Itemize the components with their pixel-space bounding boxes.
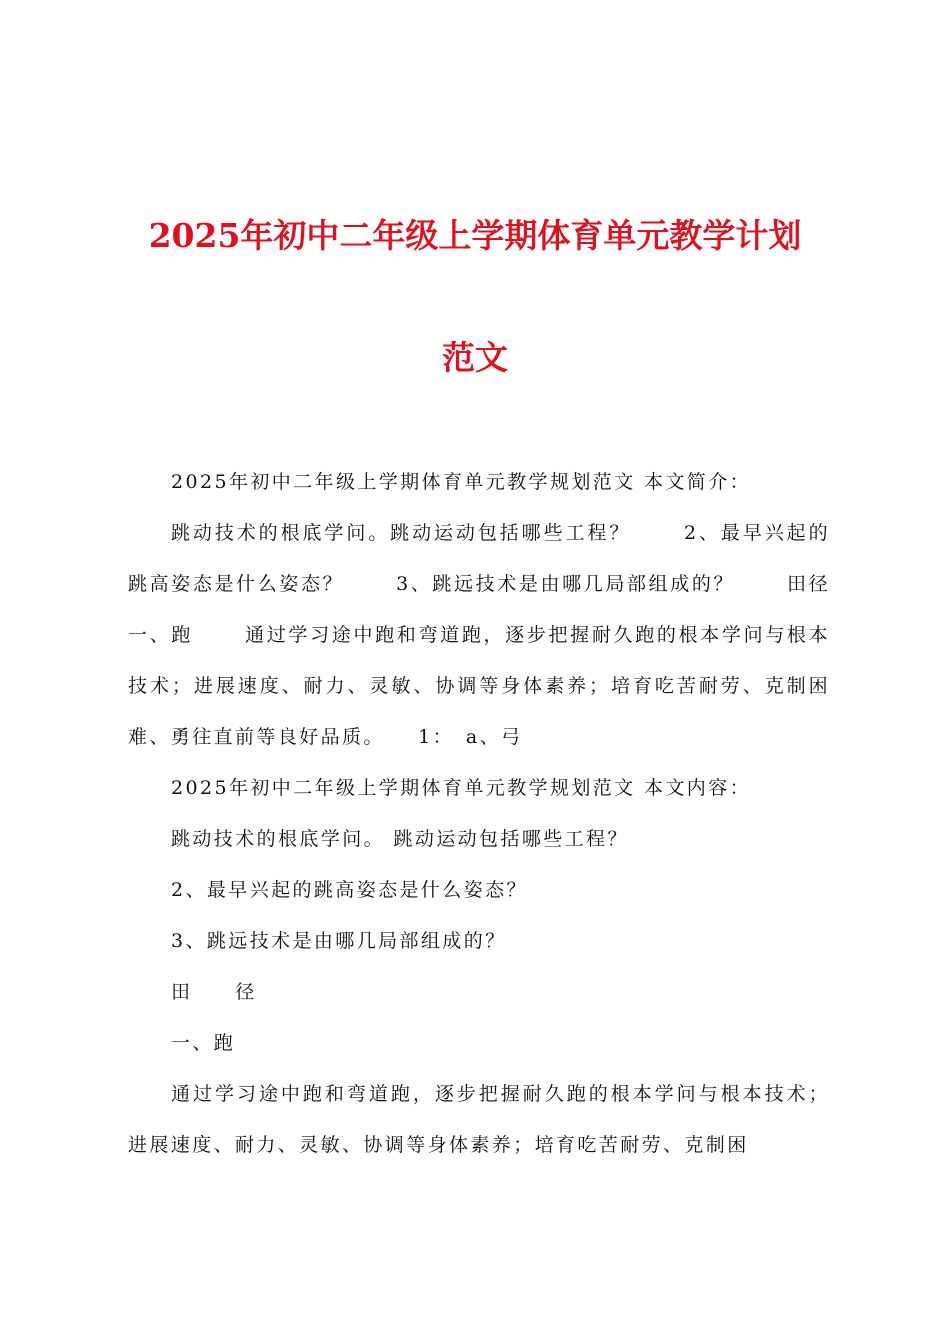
subsection-heading-running: 一、跑 [171,1032,236,1054]
intro-summary: 跳动技术的根底学问。跳动运动包括哪些工程？ 2、最早兴起的跳高姿态是什么姿态？ 3、跳远技术是由哪几局部组成的？ 田径 一、跑 通过学习途中跑和弯道跑，逐步把握耐久跑的根本学问与根本技术；进展速度、耐力、灵敏、协调等身体素养；培育吃苦耐劳、克制困难、勇往直前等良好品质。 1： a、弓 [128,522,882,748]
content-paragraph: 通过学习途中跑和弯道跑，逐步把握耐久跑的根本学问与根本技术；进展速度、耐力、灵敏、协调等身体素养；培育吃苦耐劳、克制困 [128,1083,830,1156]
content-heading: 2025年初中二年级上学期体育单元教学规划范文 本文内容： [171,777,751,799]
content-paragraph: 2、最早兴起的跳高姿态是什么姿态？ [171,879,528,901]
content-paragraph: 3、跳远技术是由哪几局部组成的？ [171,930,507,952]
content-paragraph: 跳动技术的根底学问。 跳动运动包括哪些工程？ [171,828,629,850]
intro-heading: 2025年初中二年级上学期体育单元教学规划范文 本文简介： [171,471,751,493]
document-title-line-2: 范文 [442,338,508,377]
section-heading-track-field: 田 径 [171,981,257,1003]
document-body [128,457,882,1171]
document-title-line-1: 2025年初中二年级上学期体育单元教学计划 [148,216,802,255]
